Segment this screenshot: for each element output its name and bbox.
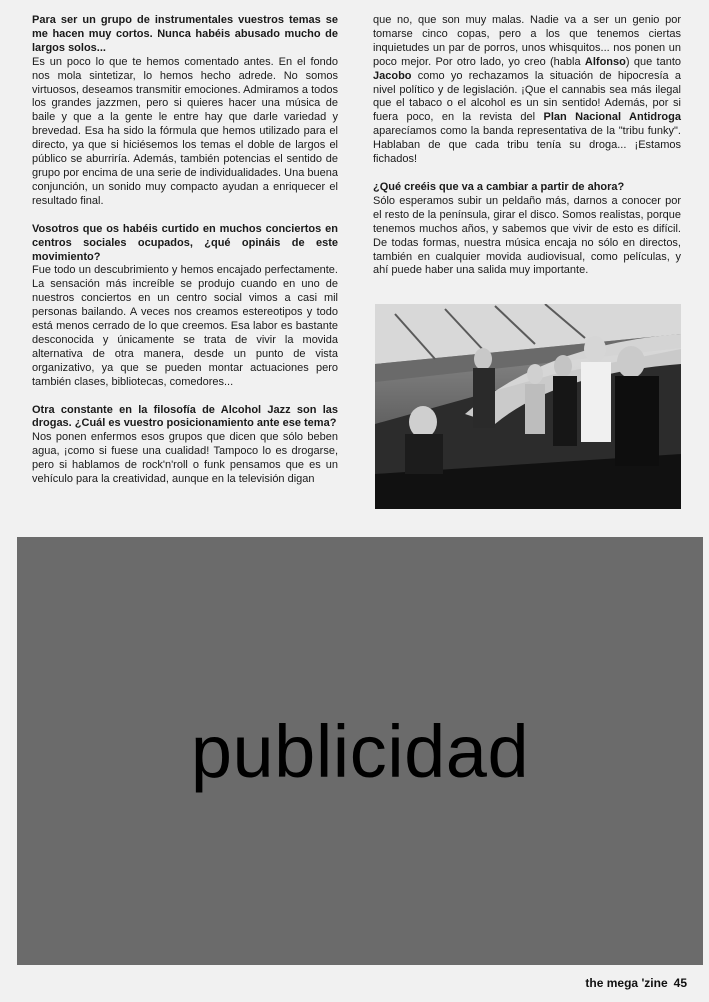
answer-3-text-d: aparecíamos como la banda representativa de la "tribu funky". Hablaban de que cada tribu tenía su droga... ¡Estamos fichados! (373, 125, 681, 166)
answer-3-part-1: Nos ponen enfermos esos grupos que dicen que sólo beben agua, ¡como si fuese una cualidad! Tampoco lo es drogarse, pero si hablamos de rock'n'roll o funk pensamos que es un vehículo para la creatividad, aunque en la televisión digan (32, 431, 338, 486)
right-column (373, 14, 681, 278)
band-photo (375, 304, 681, 509)
magazine-name: the mega 'zine (585, 976, 668, 990)
page-footer (585, 976, 687, 990)
answer-4: Sólo esperamos subir un peldaño más, darnos a conocer por el resto de la península, girar el disco. Somos realistas, porque tenemos muchos años, y sabemos que vivir de esto es difícil. De todas formas, nuestra música encaja no sólo en directos, también en cualquier movida audiovisual, como películas, y ahí puede haber una salida muy importante. (373, 194, 681, 277)
question-1: Para ser un grupo de instrumentales vuestros temas se me hacen muy cortos. Nunca habéis abusado mucho de largos solos... (32, 14, 338, 54)
name-plan-nacional: Plan Nacional Antidroga (543, 111, 681, 124)
page-number: 45 (673, 976, 687, 990)
answer-3-text-c: como yo rechazamos la situación de hipocresía a nivel político y de legislación. ¡Que el cannabis sea más ilegal que el tabaco o el alcohol es un sin sentido! Además, por si fuera poco, en la revista del (373, 69, 681, 124)
name-alfonso: Alfonso (584, 55, 626, 68)
question-3: Otra constante en la filosofía de Alcohol Jazz son las drogas. ¿Cuál es vuestro posicionamiento ante ese tema? (32, 403, 338, 430)
answer-1: Es un poco lo que te hemos comentado antes. En el fondo nos mola sintetizar, lo hemos hecho adrede. No somos virtuosos, deseamos transmitir emociones. Admiramos a todos los grandes jazzmen, pero si quieres hacer una música de baile y que a la gente le entre hay que darle variedad y brevedad. Esa ha sido la fórmula que hemos utilizado para el directo, ya que si hiciésemos los temas el doble de largos el público se aburriría. Además, también potencias el sentido de grupo por encima de una serie de individualidades. Una buena conjunción, un sonido muy compacto ayudan a enriquecer el resultado final. (32, 55, 338, 207)
answer-2: Fue todo un descubrimiento y hemos encajado perfectamente. La sensación más increíble se produjo cuando en uno de nuestros conciertos en un centro social vimos a casi mil personas bailando. A veces nos creamos estereotipos y todo está menos cerrado de lo que creemos. Esa labor es bastante desconocida y únicamente se trata de vivir la movida alternativa de otra manera, desde un punto de vista organizativo, ya que se pueden montar actuaciones pero también clases, bibliotecas, comedores... (32, 264, 338, 388)
question-4: ¿Qué creéis que va a cambiar a partir de ahora? (373, 180, 625, 193)
question-2: Vosotros que os habéis curtido en muchos conciertos en centros sociales ocupados, ¿qué opináis de este movimiento? (32, 222, 338, 263)
answer-3-text-b: ) que tanto (625, 55, 682, 68)
advertisement-label: publicidad (190, 709, 530, 793)
advertisement-placeholder (17, 537, 703, 965)
answer-3-part-2 (373, 14, 681, 167)
answer-3-text-a: que no, que son muy malas. Nadie va a ser un genio por tomarse cinco copas, pero a los que tenemos ciertas inquietudes un par de porros, unos whisquitos... nos ponen un poco mejor. Por otro lado, yo creo (habla (373, 14, 681, 68)
name-jacobo: Jacobo (373, 69, 412, 82)
left-column (32, 14, 338, 487)
band-photo-illustration (375, 304, 681, 509)
